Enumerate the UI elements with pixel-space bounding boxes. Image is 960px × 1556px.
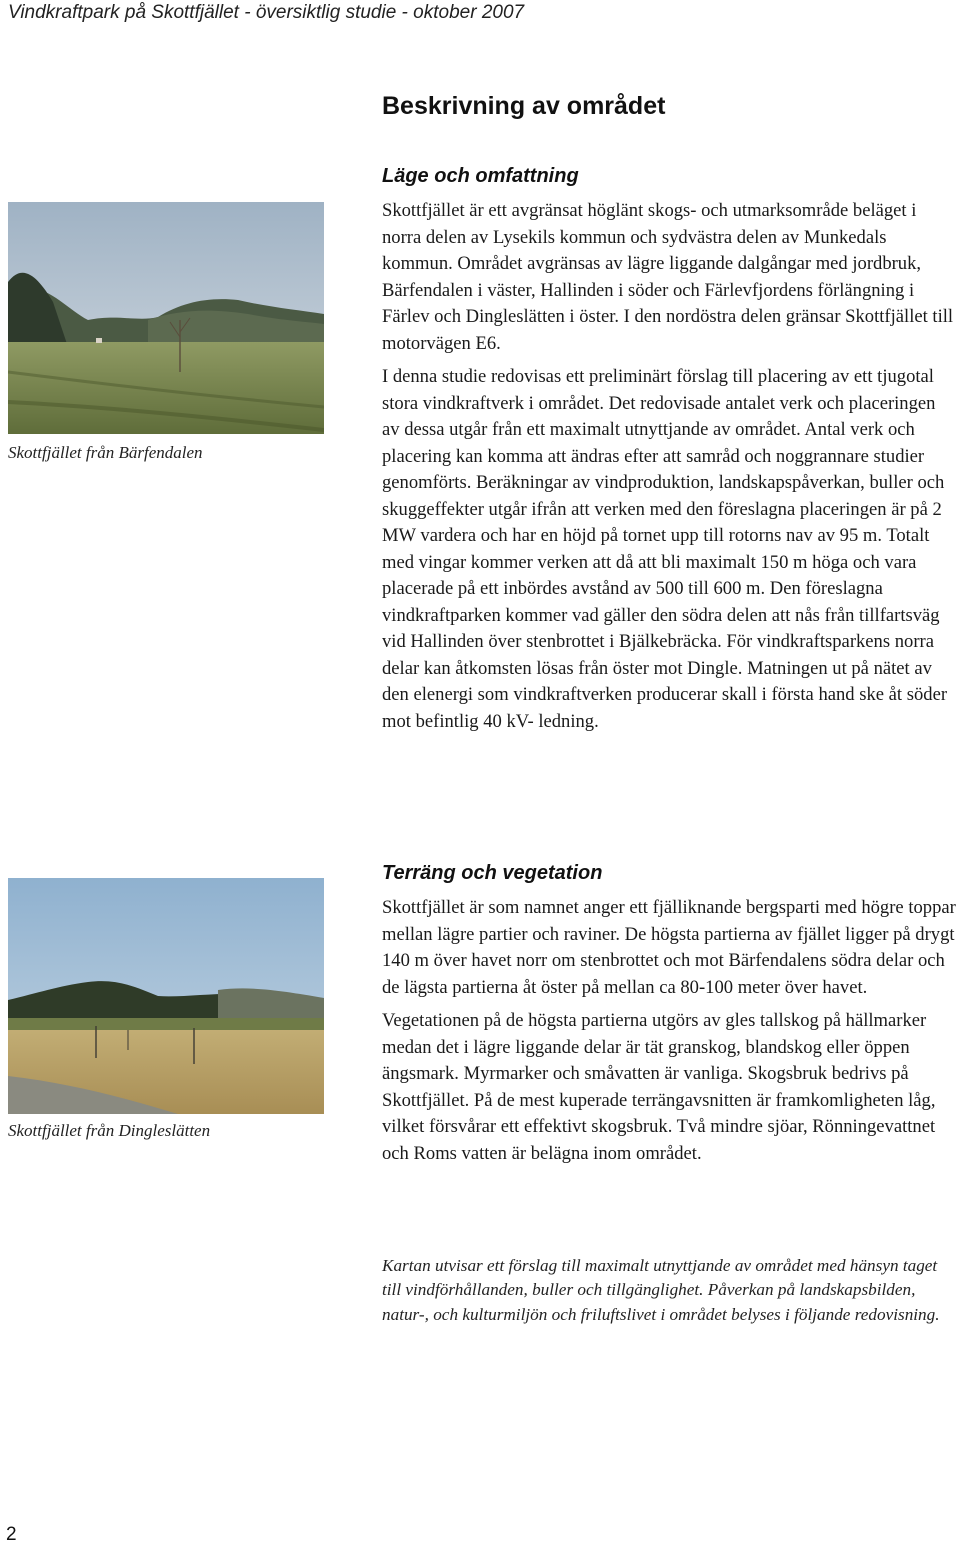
running-header: Vindkraftpark på Skottfjället - översiktlig studie - oktober 2007 [8,2,525,23]
paragraph: I denna studie redovisas ett preliminärt förslag till placering av ett tjugotal stora vindkraftverk i området. Det redovisade antalet verk och placeringen av dessa utgår från ett maximalt utnyttjande av området. Antal verk och placering kan komma att ändras efter att samråd och noggrannare studier genomförts. Beräkningar av vindproduktion, landskapspåverkan, buller och skuggeffekter utgår ifrån att verken med den föreslagna placeringen är på 2 MW vardera och har en höjd på tornet upp till rotorns nav av 95 m. Totalt med vingar kommer verken att då att bli maximalt 150 m höga och vara placerade på ett inbördes avstånd av 500 till 600 m. Den föreslagna vindkraftparken kommer vad gäller den södra delen att nås från tillfartsväg vid Hallinden över stenbrottet i Bjälkebräcka. För vindkraftsparkens norra delar kan åtkomsten lösas från öster mot Dingle. Matningen ut på nätet av den elenergi som vindkraftverken producerar skall i första hand ske åt söder mot befintlig 40 kV- ledning. [382,366,948,732]
map-note: Kartan utvisar ett förslag till maximalt utnyttjande av området med hänsyn taget till vindförhållanden, buller och tillgänglighet. Påverkan på landskapsbilden, natur-, och kulturmiljön och friluftslivet i området belyses i följande redovisning. [382,1256,940,1324]
section-heading-terrang: Terräng och vegetation [382,862,603,884]
figure-caption: Skottfjället från Bärfendalen [8,443,203,462]
paragraph: Skottfjället är som namnet anger ett fjälliknande bergsparti med högre toppar mellan lägre partier och raviner. De högsta partierna av fjället ligger på drygt 140 m över havet norr om stenbrottet och mot Bärfendalens södra delar och de lägsta partierna åt öster på mellan ca 80-100 meter över havet. [382,897,956,998]
section-body-terrang [382,895,956,1174]
photo-dingleslatten [8,878,324,1114]
page-number: 2 [6,1524,17,1545]
page-title: Beskrivning av området [382,92,666,120]
paragraph: Vegetationen på de högsta partierna utgörs av gles tallskog på hällmarker medan det i lägre liggande delar är tät granskog, blandskog eller öppen ängsmark. Myrmarker och småvatten är vanliga. Skogsbruk bedrivs på Skottfjället. På de mest kuperade terrängavsnitten är framkomligheten låg, vilket försvårar ett effektivt skogsbruk. Två mindre sjöar, Rönningevattnet och Roms vatten är belägna inom området. [382,1010,936,1164]
section-heading-lage: Läge och omfattning [382,165,579,187]
paragraph: Skottfjället är ett avgränsat höglänt skogs- och utmarksområde beläget i norra delen av Lysekils kommun och sydvästra delen av Munkedals kommun. Området avgränsas av lägre liggande dalgångar med jordbruk, Bärfendalen i väster, Hallinden i söder och Färlevfjordens förlängning i Färlev och Dingleslätten i öster. I den nordöstra delen gränsar Skottfjället till motorvägen E6. [382,200,954,354]
section-body-lage [382,198,956,742]
photo-barfendalen [8,202,324,434]
figure-caption: Skottfjället från Dingleslätten [8,1121,211,1140]
